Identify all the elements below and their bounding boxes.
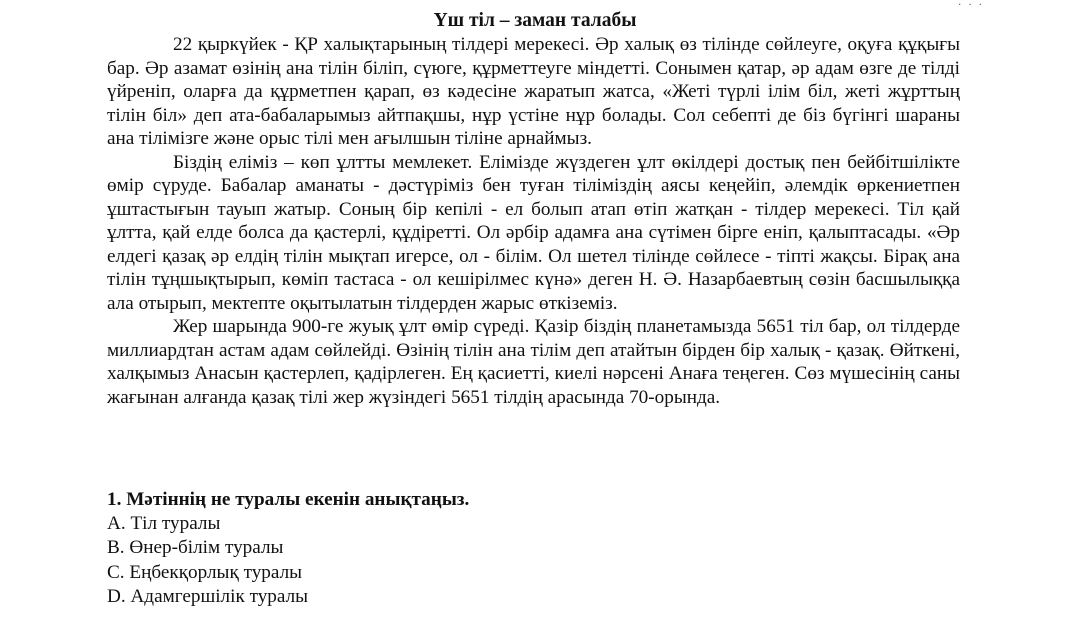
document-body (107, 33, 960, 409)
corner-dots: · · · (958, 0, 984, 11)
answer-option-c: C. Еңбекқорлық туралы (107, 561, 303, 583)
paragraph-3: Жер шарында 900-ге жуық ұлт өмір сүреді. Қазір біздің планетамызда 5651 тіл бар, ол тілдерде миллиардтан астам адам сөйлейді. Өзінің тілін ана тілім деп атайтын бірден бір халық - қазақ. Өйткені, халқымыз Анасын қастерлеп, қадірлеген. Ең қасиетті, киелі нәрсені Анаға теңеген. Сөз мүшесінің саны жағынан алғанда қазақ тілі жер жүзіндегі 5651 тілдің арасында 70-орында. (107, 316, 960, 408)
question-title: 1. Мәтіннің не туралы екенін анықтаңыз. (107, 489, 470, 510)
answer-option-a: A. Тіл туралы (107, 513, 221, 535)
question-block (107, 488, 960, 609)
document-title: Үш тіл – заман талабы (433, 10, 637, 31)
paragraph-1: 22 қыркүйек - ҚР халықтарының тілдері мерекесі. Әр халық өз тілінде сөйлеуге, оқуға құқығы бар. Әр азамат өзінің ана тілін біліп, сүюге, құрметтеуге міндетті. Сонымен қатар, әр адам өзге де тілді үйреніп, оларға да құрметпен қарап, өз кәдесіне жаратып жатса, «Жеті түрлі ілім біл, жеті жұрттың тілін біл» деп ата-бабаларымыз айтпақшы, нұр үстіне нұр болады. Сол себепті де біз бүгінгі шараны ана тілімізге және орыс тілі мен ағылшын тіліне арнаймыз. (107, 34, 960, 149)
paragraph-2: Біздің еліміз – көп ұлтты мемлекет. Елімізде жүздеген ұлт өкілдері достық пен бейбітшілікте өмір сүруде. Бабалар аманаты - дәстүріміз бен туған тіліміздің аясы кеңейіп, әлемдік өркениетпен ұштастығын тауып жатыр. Соның бір кепілі - ел болып атап өтіп жатқан - тілдер мерекесі. Тіл қай ұлтта, қай елде болса да қастерлі, құдіретті. Ол әрбір адамға ана сүтімен бірге еніп, қалыптасады. «Әр елдегі қазақ әр елдің тілін мықтап игерсе, ол - білім. Ол шетел тілінде сөйлесе - тіпті жақсы. Бірақ ана тілін тұңшықтырып, көміп тастаса - ол кешірілмес күнә» деген Н. Ә. Назарбаевтың сөзін басшылыққа ала отырып, мектепте оқытылатын тілдерден жарыс өткіземіз. (107, 151, 960, 314)
answer-option-d: D. Адамгершілік туралы (107, 585, 309, 607)
answer-option-b: B. Өнер-білім туралы (107, 537, 284, 559)
